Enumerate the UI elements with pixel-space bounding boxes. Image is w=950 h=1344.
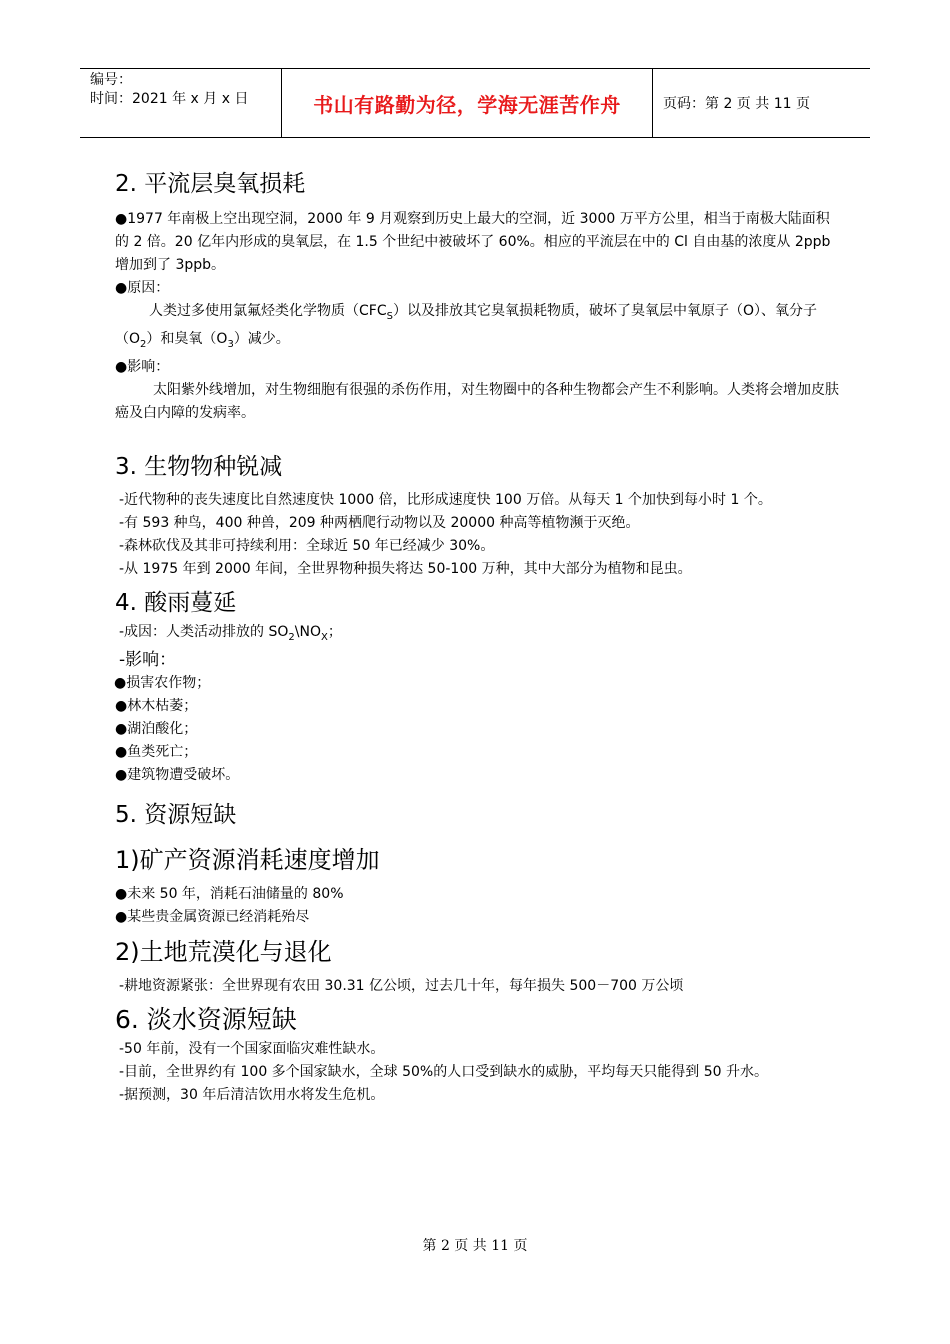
acid-rain-item: ●建筑物遭受破坏。 [115, 767, 240, 784]
section-6-title: 6. 淡水资源短缺 [115, 1005, 297, 1035]
water-line-1: -50 年前，没有一个国家面临灾难性缺水。 [119, 1041, 385, 1058]
cause-text-a: 人类过多使用氯氟烃类化学物质（CFC [149, 303, 387, 319]
number-label: 编号： [90, 72, 132, 88]
cause-b: \NO [294, 623, 322, 640]
cause-text [115, 300, 840, 356]
acid-rain-item: ●损害农作物； [114, 675, 211, 692]
acid-rain-effect-label: -影响： [119, 650, 177, 671]
cause-c: ； [327, 623, 342, 640]
acid-rain-cause [115, 621, 840, 649]
acid-rain-item: ●林木枯萎； [115, 698, 198, 715]
acid-rain-item: ●湖泊酸化； [115, 721, 198, 738]
land-line-1: -耕地资源紧张：全世界现有农田 30.31 亿公顷，过去几十年，每年损失 500－700 万公顷 [119, 978, 684, 995]
cause-text-d: ）减少。 [233, 330, 290, 347]
time-label: 时间：2021 年 x 月 x 日 [90, 91, 249, 107]
section-3-line-2: -有 593 种鸟，400 种兽，209 种两栖爬行动物以及 20000 种高等植物濒于灭绝。 [119, 514, 640, 531]
cause-a: -成因：人类活动排放的 SO [119, 623, 289, 640]
effect-text: 太阳紫外线增加，对生物细胞有很强的杀伤作用，对生物圈中的各种生物都会产生不利影响。人类将会增加皮肤癌及白内障的发病率。 [115, 381, 839, 421]
subsection-2-title: 2)土地荒漠化与退化 [115, 938, 332, 967]
section-2-paragraph: ●1977 年南极上空出现空洞，2000 年 9 月观察到历史上最大的空洞，近 3000 万平方公里，相当于南极大陆面积的 2 倍。20 亿年内形成的臭氧层，在 1.5 个世纪中被破坏了 60%。相应的平流层在中的 Cl 自由基的浓度从 2ppb 增加到了 3ppb。 [115, 211, 831, 273]
acid-rain-item: ●鱼类死亡； [115, 744, 198, 761]
page-footer: 第 2 页 共 11 页 [422, 1238, 528, 1254]
section-5-title: 5. 资源短缺 [115, 802, 237, 829]
header-meta-cell [80, 69, 282, 137]
section-3-line-1: -近代物种的丧失速度比自然速度快 1000 倍，比形成速度快 100 万倍。从每天 1 个加快到每小时 1 个。 [119, 491, 772, 508]
mineral-bullet-2: ●某些贵金属资源已经消耗殆尽 [115, 909, 310, 926]
cause-label: ●原因： [115, 280, 170, 296]
section-3-title: 3. 生物物种锐减 [115, 453, 283, 480]
header-motto: 书山有路勤为径，学海无涯苦作舟 [282, 69, 653, 137]
subsection-1-title: 1)矿产资源消耗速度增加 [115, 846, 380, 875]
section-2-title: 2. 平流层臭氧损耗 [115, 171, 306, 197]
o3-subscript: 3 [227, 338, 234, 350]
header-table [80, 68, 870, 138]
so2-subscript: 2 [288, 631, 295, 643]
main-content [115, 168, 840, 1107]
effect-label: ●影响： [115, 358, 170, 375]
header-page-info: 页码：第 2 页 共 11 页 [663, 96, 810, 112]
water-line-2: -目前，全世界约有 100 多个国家缺水，全球 50%的人口受到缺水的威胁，平均每天只能得到 50 升水。 [119, 1064, 768, 1081]
cfc-subscript: S [386, 310, 393, 322]
o2-subscript: 2 [140, 338, 147, 350]
cause-text-c: ）和臭氧（O [146, 330, 228, 347]
water-line-3: -据预测，30 年后清洁饮用水将发生危机。 [119, 1087, 385, 1104]
mineral-bullet-1: ●未来 50 年，消耗石油储量的 80% [115, 886, 344, 903]
section-4-title: 4. 酸雨蔓延 [115, 589, 237, 616]
section-3-line-4: -从 1975 年到 2000 年间，全世界物种损失将达 50-100 万种，其中大部分为植物和昆虫。 [119, 560, 692, 577]
cause-text-b: ）以及排放其它臭氧损耗物质，破坏了臭氧层中氧原子（O）、氧分子（O [115, 303, 817, 347]
section-3-line-3: -森林砍伐及其非可持续利用：全球近 50 年已经减少 30%。 [119, 537, 495, 554]
nox-subscript: X [321, 631, 328, 643]
